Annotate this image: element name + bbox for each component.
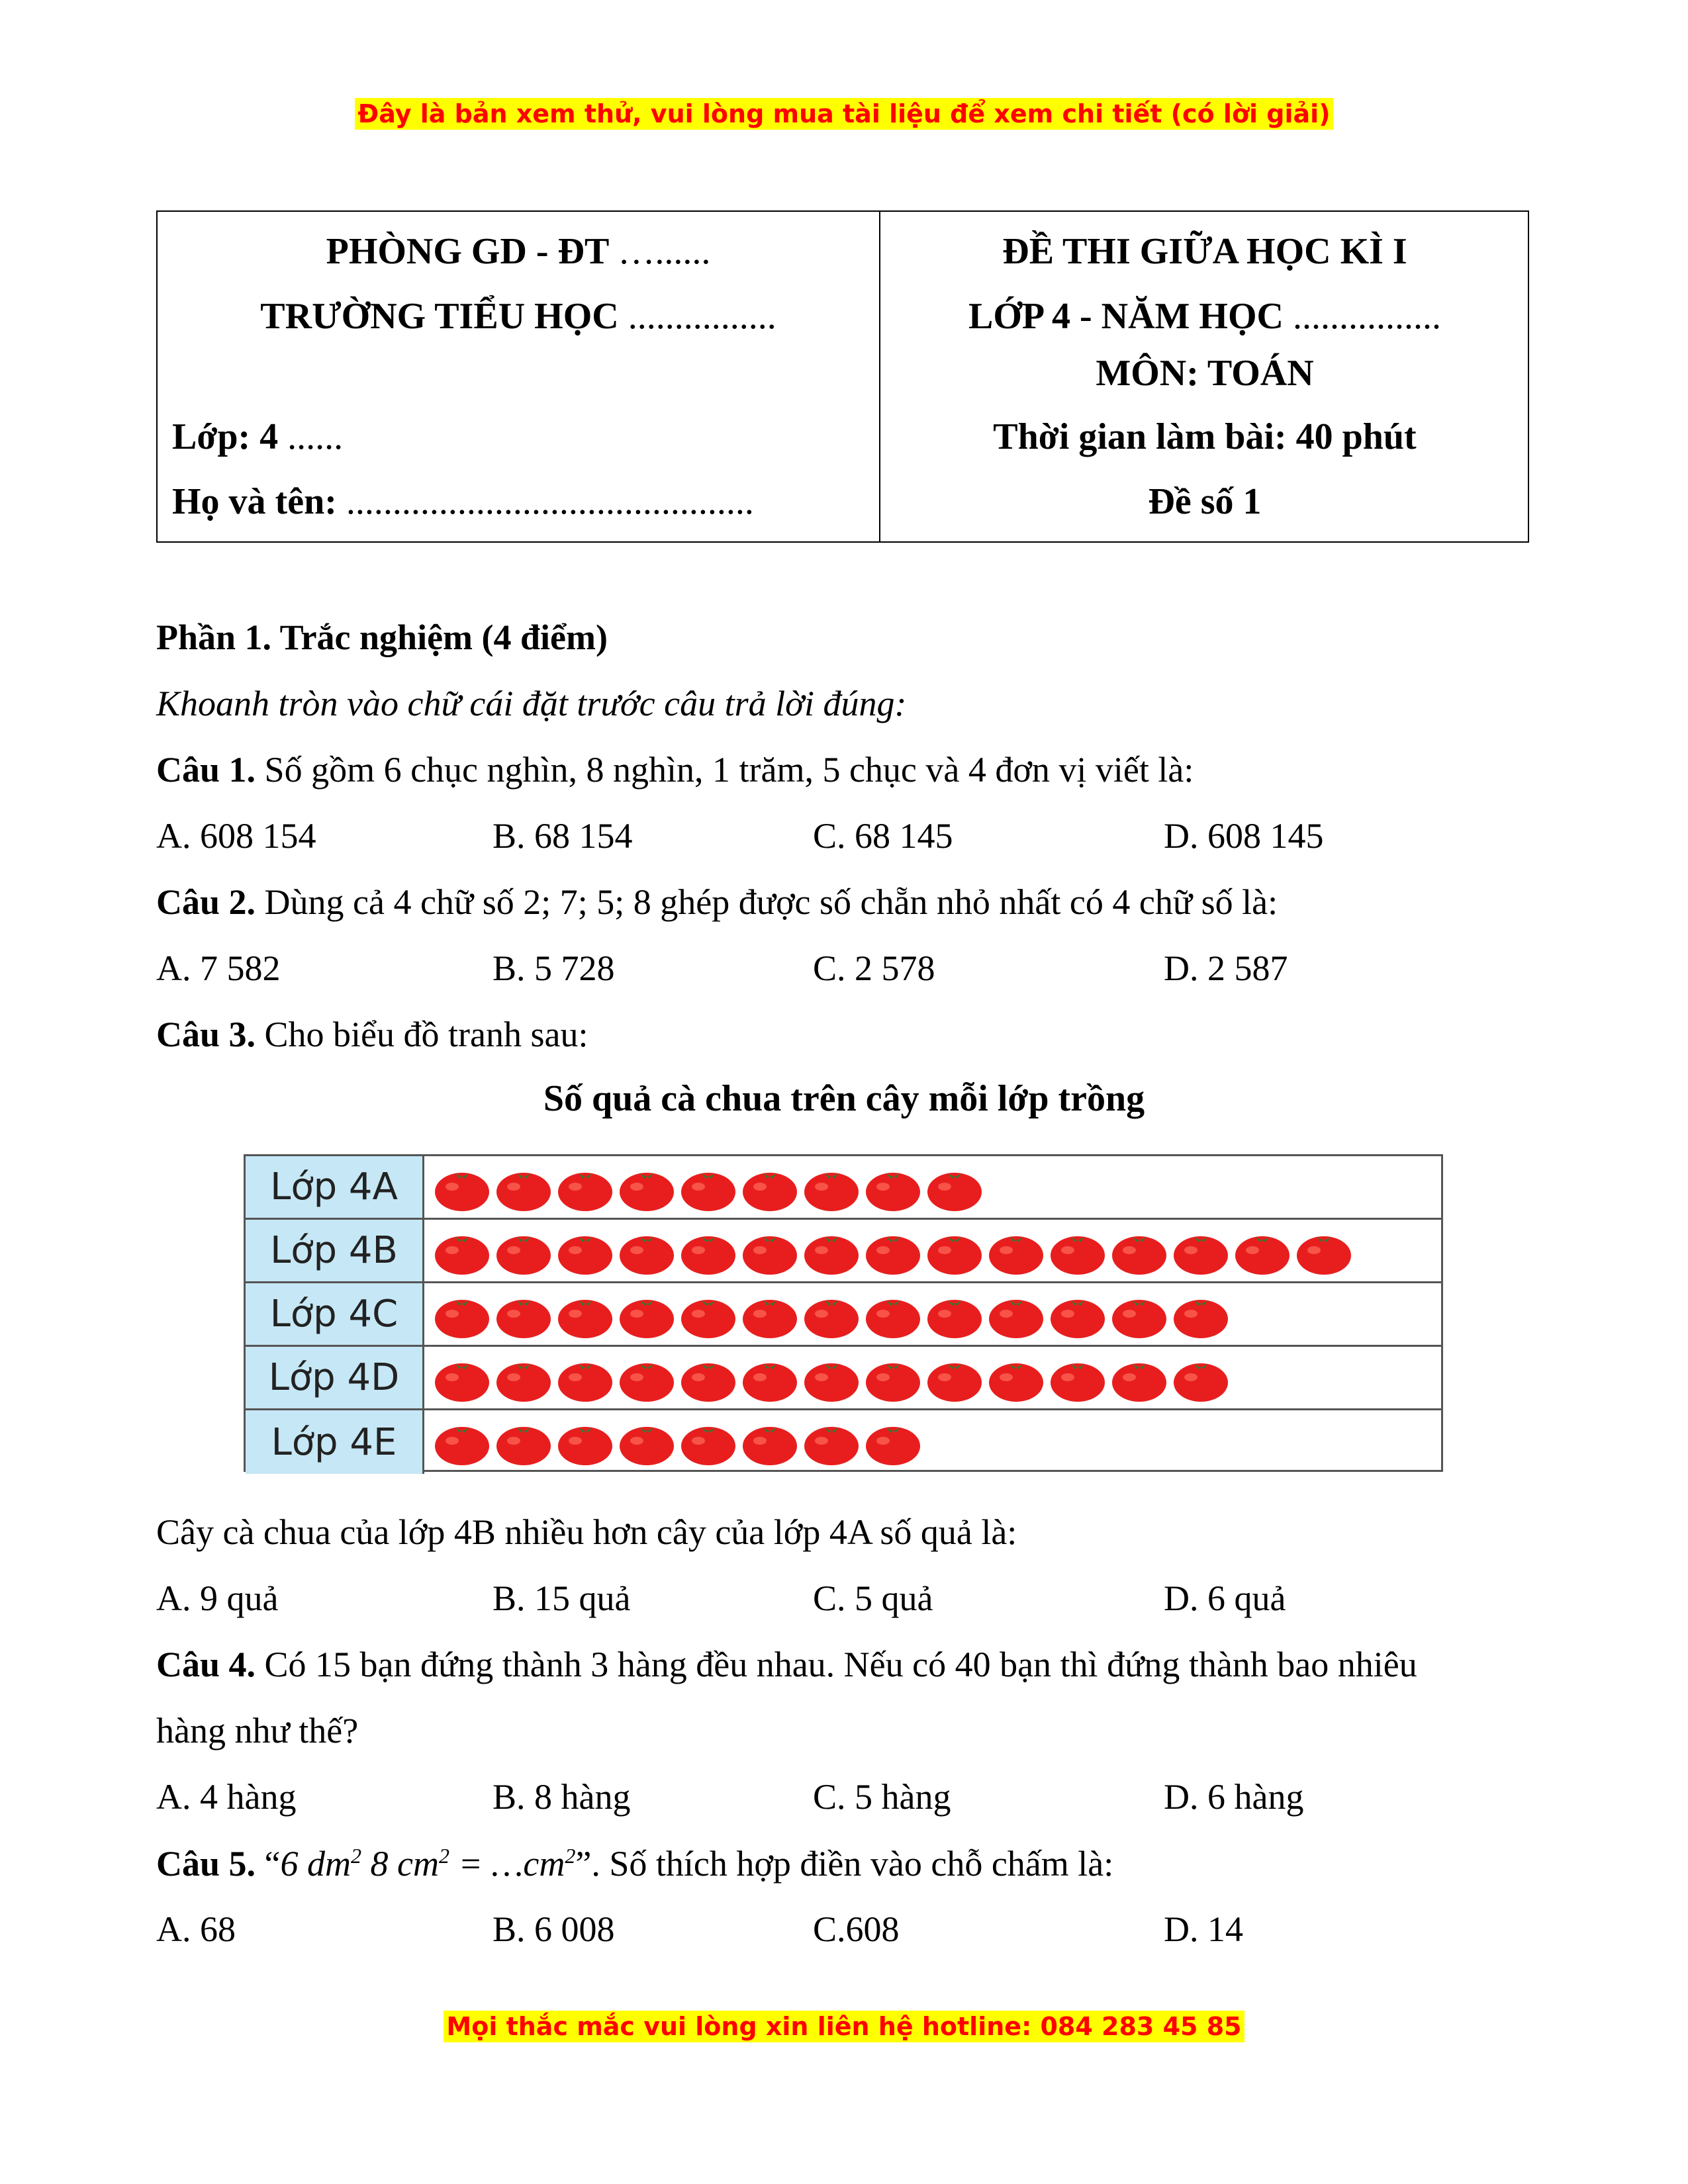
tomato-icon: [680, 1294, 737, 1339]
exam-title: ĐỀ THI GIỮA HỌC KÌ I: [1002, 231, 1407, 272]
tomato-icon: [1111, 1230, 1168, 1275]
preview-notice-banner: [0, 99, 1688, 128]
q1-option-a[interactable]: A. 608 154: [156, 816, 316, 856]
time-line: Thời gian làm bài: 40 phút: [993, 416, 1417, 457]
tomato-icon: [1049, 1357, 1106, 1402]
tomato-icon: [926, 1357, 983, 1402]
pictograph-row-label: Lớp 4E: [246, 1410, 424, 1474]
tomato-icon: [865, 1294, 921, 1339]
tomato-icon: [495, 1294, 552, 1339]
tomato-icon: [1172, 1357, 1229, 1402]
tomato-icon: [1111, 1294, 1168, 1339]
q5-option-c[interactable]: C.608: [813, 1909, 900, 1949]
tomato-icon: [618, 1167, 675, 1212]
tomato-icon: [926, 1230, 983, 1275]
tomato-icon: [741, 1357, 798, 1402]
tomato-icon: [557, 1230, 614, 1275]
hotline-banner: [0, 2012, 1688, 2041]
tomato-icon: [557, 1421, 614, 1466]
pictograph-row: [246, 1347, 1441, 1410]
question-3: Câu 3. Cho biểu đồ tranh sau:: [156, 1015, 588, 1054]
tomato-icon: [1234, 1230, 1291, 1275]
pictograph-row-label: Lớp 4C: [246, 1283, 424, 1345]
tomato-icon: [803, 1294, 860, 1339]
question-4-continued: hàng như thế?: [156, 1711, 359, 1751]
exam-number: Đề số 1: [1148, 481, 1262, 522]
pictograph-row: [246, 1410, 1441, 1474]
tomato-icon: [926, 1294, 983, 1339]
tomato-icon: [1172, 1294, 1229, 1339]
q1-option-c[interactable]: C. 68 145: [813, 816, 953, 856]
question-1: Câu 1. Số gồm 6 chục nghìn, 8 nghìn, 1 trăm, 5 chục và 4 đơn vị viết là:: [156, 750, 1194, 790]
grade-year-line: LỚP 4 - NĂM HỌC ................: [968, 296, 1441, 337]
student-name-field: Họ và tên: ............................................: [172, 481, 754, 522]
class-field: Lớp: 4 ......: [172, 416, 344, 457]
q1-option-b[interactable]: B. 68 154: [492, 816, 633, 856]
q3-option-c[interactable]: C. 5 quả: [813, 1578, 933, 1618]
tomato-icon: [434, 1294, 491, 1339]
pictograph-row: [246, 1156, 1441, 1220]
school-line: TRƯỜNG TIỂU HỌC ................: [260, 296, 776, 337]
tomato-icon: [865, 1357, 921, 1402]
pictograph-row-label: Lớp 4B: [246, 1220, 424, 1281]
tomato-icon: [434, 1230, 491, 1275]
question-3-followup: Cây cà chua của lớp 4B nhiều hơn cây của lớp 4A số quả là:: [156, 1512, 1017, 1552]
pictograph-row: [246, 1283, 1441, 1347]
section-instruction: Khoanh tròn vào chữ cái đặt trước câu trả lời đúng:: [156, 684, 907, 723]
tomato-icon: [434, 1357, 491, 1402]
q3-option-a[interactable]: A. 9 quả: [156, 1578, 279, 1618]
q3-option-d[interactable]: D. 6 quả: [1164, 1578, 1286, 1618]
tomato-icon: [618, 1294, 675, 1339]
tomato-icon: [741, 1294, 798, 1339]
question-5: Câu 5. “6 $dm^2$ 8 $cm^2$ = $\dots cm^2$”. Số thích hợp điền vào chỗ chấm là:: [156, 1844, 1114, 1884]
tomato-icon: [434, 1167, 491, 1212]
tomato-icon: [1111, 1357, 1168, 1402]
tomato-icon: [988, 1294, 1045, 1339]
question-4: Câu 4. Có 15 bạn đứng thành 3 hàng đều nhau. Nếu có 40 bạn thì đứng thành bao nhiêu: [156, 1645, 1417, 1684]
exam-header-table: [156, 210, 1529, 543]
tomato-icon: [495, 1357, 552, 1402]
pictograph-row-label: Lớp 4A: [246, 1156, 424, 1218]
tomato-icon: [495, 1230, 552, 1275]
tomato-icon: [741, 1230, 798, 1275]
q2-option-d[interactable]: D. 2 587: [1164, 948, 1288, 988]
tomato-icon: [618, 1357, 675, 1402]
hotline-text: Mọi thắc mắc vui lòng xin liên hệ hotline: 084 283 45 85: [444, 2011, 1244, 2042]
tomato-icon: [1049, 1230, 1106, 1275]
pictograph-row: [246, 1220, 1441, 1283]
tomato-icon: [741, 1421, 798, 1466]
department-line: PHÒNG GD - ĐT …......: [326, 231, 711, 272]
question-2: Câu 2. Dùng cả 4 chữ số 2; 7; 5; 8 ghép được số chẵn nhỏ nhất có 4 chữ số là:: [156, 882, 1278, 922]
tomato-icon: [495, 1167, 552, 1212]
tomato-icon: [1049, 1294, 1106, 1339]
q3-option-b[interactable]: B. 15 quả: [492, 1578, 631, 1618]
tomato-icon: [803, 1421, 860, 1466]
preview-notice-text: Đây là bản xem thử, vui lòng mua tài liệu để xem chi tiết (có lời giải): [355, 98, 1333, 130]
tomato-icon: [618, 1421, 675, 1466]
tomato-icon: [618, 1230, 675, 1275]
section-title: Phần 1. Trắc nghiệm (4 điểm): [156, 617, 608, 657]
tomato-icon: [926, 1167, 983, 1212]
q2-option-c[interactable]: C. 2 578: [813, 948, 935, 988]
tomato-icon: [865, 1230, 921, 1275]
tomato-icon: [988, 1230, 1045, 1275]
q5-option-b[interactable]: B. 6 008: [492, 1909, 615, 1949]
tomato-icon: [1172, 1230, 1229, 1275]
chart-title: Số quả cà chua trên cây mỗi lớp trồng: [543, 1078, 1145, 1119]
subject-line: MÔN: TOÁN: [1096, 353, 1314, 394]
q4-option-b[interactable]: B. 8 hàng: [492, 1777, 631, 1817]
pictograph-row-label: Lớp 4D: [246, 1347, 424, 1408]
tomato-icon: [495, 1421, 552, 1466]
q4-option-d[interactable]: D. 6 hàng: [1164, 1777, 1304, 1817]
q2-option-b[interactable]: B. 5 728: [492, 948, 615, 988]
tomato-icon: [557, 1167, 614, 1212]
tomato-icon: [557, 1357, 614, 1402]
tomato-icon: [803, 1357, 860, 1402]
q5-option-d[interactable]: D. 14: [1164, 1909, 1243, 1949]
tomato-icon: [434, 1421, 491, 1466]
tomato-icon: [865, 1421, 921, 1466]
tomato-pictograph: [244, 1154, 1443, 1472]
tomato-icon: [1295, 1230, 1352, 1275]
tomato-icon: [680, 1357, 737, 1402]
q2-option-a[interactable]: A. 7 582: [156, 948, 281, 988]
tomato-icon: [680, 1167, 737, 1212]
tomato-icon: [988, 1357, 1045, 1402]
tomato-icon: [680, 1421, 737, 1466]
tomato-icon: [803, 1167, 860, 1212]
q5-option-a[interactable]: A. 68: [156, 1909, 236, 1949]
q4-option-a[interactable]: A. 4 hàng: [156, 1777, 297, 1817]
tomato-icon: [803, 1230, 860, 1275]
q1-option-d[interactable]: D. 608 145: [1164, 816, 1324, 856]
q4-option-c[interactable]: C. 5 hàng: [813, 1777, 951, 1817]
tomato-icon: [680, 1230, 737, 1275]
tomato-icon: [557, 1294, 614, 1339]
tomato-icon: [741, 1167, 798, 1212]
tomato-icon: [865, 1167, 921, 1212]
